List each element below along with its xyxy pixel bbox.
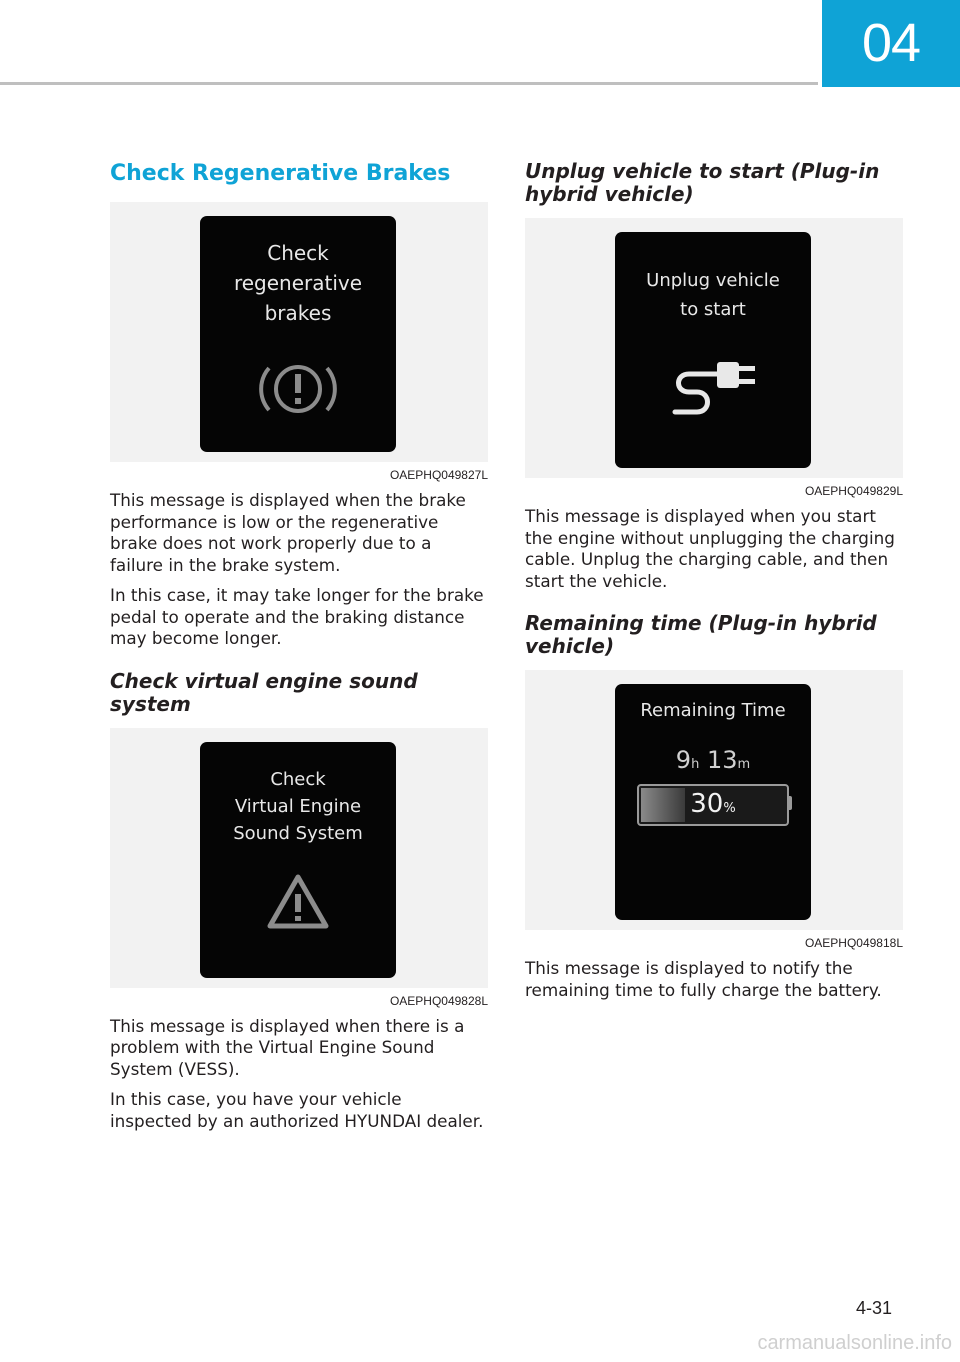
subsection-title: Unplug vehicle to start (Plug-in hybrid vehicle) [525, 159, 880, 206]
figure-caption: OAEPHQ049828L [389, 993, 488, 1008]
paragraph: In this case, you have your vehicle inspected by an authorized HYUNDAI dealer. [110, 1089, 484, 1131]
battery-terminal [787, 796, 792, 810]
cluster-screen [615, 684, 811, 920]
figure-check-regenerative-brakes [110, 202, 488, 462]
watermark: carmanualsonline.info [757, 1332, 952, 1354]
figure-remaining-time [525, 670, 903, 930]
figure-unplug-vehicle [525, 218, 903, 478]
right-column [525, 160, 903, 1010]
plug-icon [667, 352, 767, 422]
subsection-title: Check virtual engine sound system [110, 668, 418, 716]
warning-triangle-icon [265, 872, 331, 932]
paragraph: In this case, it may take longer for the brake pedal to operate and the braking distance may become longer. [110, 585, 484, 648]
screen-title: Remaining Time [640, 700, 786, 721]
subsection-title: Remaining time (Plug-in hybrid vehicle) [525, 611, 877, 658]
figure-caption: OAEPHQ049818L [804, 936, 903, 950]
figure-check-vess [110, 728, 488, 988]
page-number: 4-31 [855, 1298, 892, 1318]
cluster-screen [615, 232, 811, 468]
paragraph: This message is displayed when there is a problem with the Virtual Engine Sound System (VESS). [110, 1015, 465, 1079]
percent-unit: % [723, 801, 736, 816]
paragraph: This message is displayed to notify the remaining time to fully charge the battery. [525, 958, 882, 1000]
screen-message: Unplug vehicle to start [646, 270, 780, 320]
header-rule [0, 82, 818, 85]
hours-value: 9 [675, 746, 692, 774]
paragraph: This message is displayed when you start the engine without unplugging the charging cable. Unplug the charging cable, and then start the vehicle. [525, 506, 895, 591]
cluster-screen [200, 216, 396, 452]
minutes-unit: m [737, 757, 751, 772]
cluster-screen [200, 742, 396, 978]
paragraph: This message is displayed when the brake performance is low or the regenerative brake does not work properly due to a failure in the brake system. [110, 490, 466, 575]
hours-unit: h [691, 757, 700, 772]
screen-message: Check regenerative brakes [233, 241, 363, 325]
figure-caption: OAEPHQ049829L [804, 484, 903, 498]
screen-message: Check Virtual Engine Sound System [233, 768, 363, 844]
minutes-value: 13 [706, 746, 738, 774]
brake-warning-icon [253, 354, 343, 424]
battery-icon [637, 784, 789, 826]
remaining-time-readout [615, 746, 811, 774]
percent-value: 30 [690, 789, 724, 819]
figure-caption: OAEPHQ049827L [389, 468, 488, 482]
left-column [110, 160, 488, 1141]
battery-percent [639, 789, 787, 819]
chapter-number: 04 [822, 0, 960, 87]
section-title: Check Regenerative Brakes [110, 161, 451, 186]
